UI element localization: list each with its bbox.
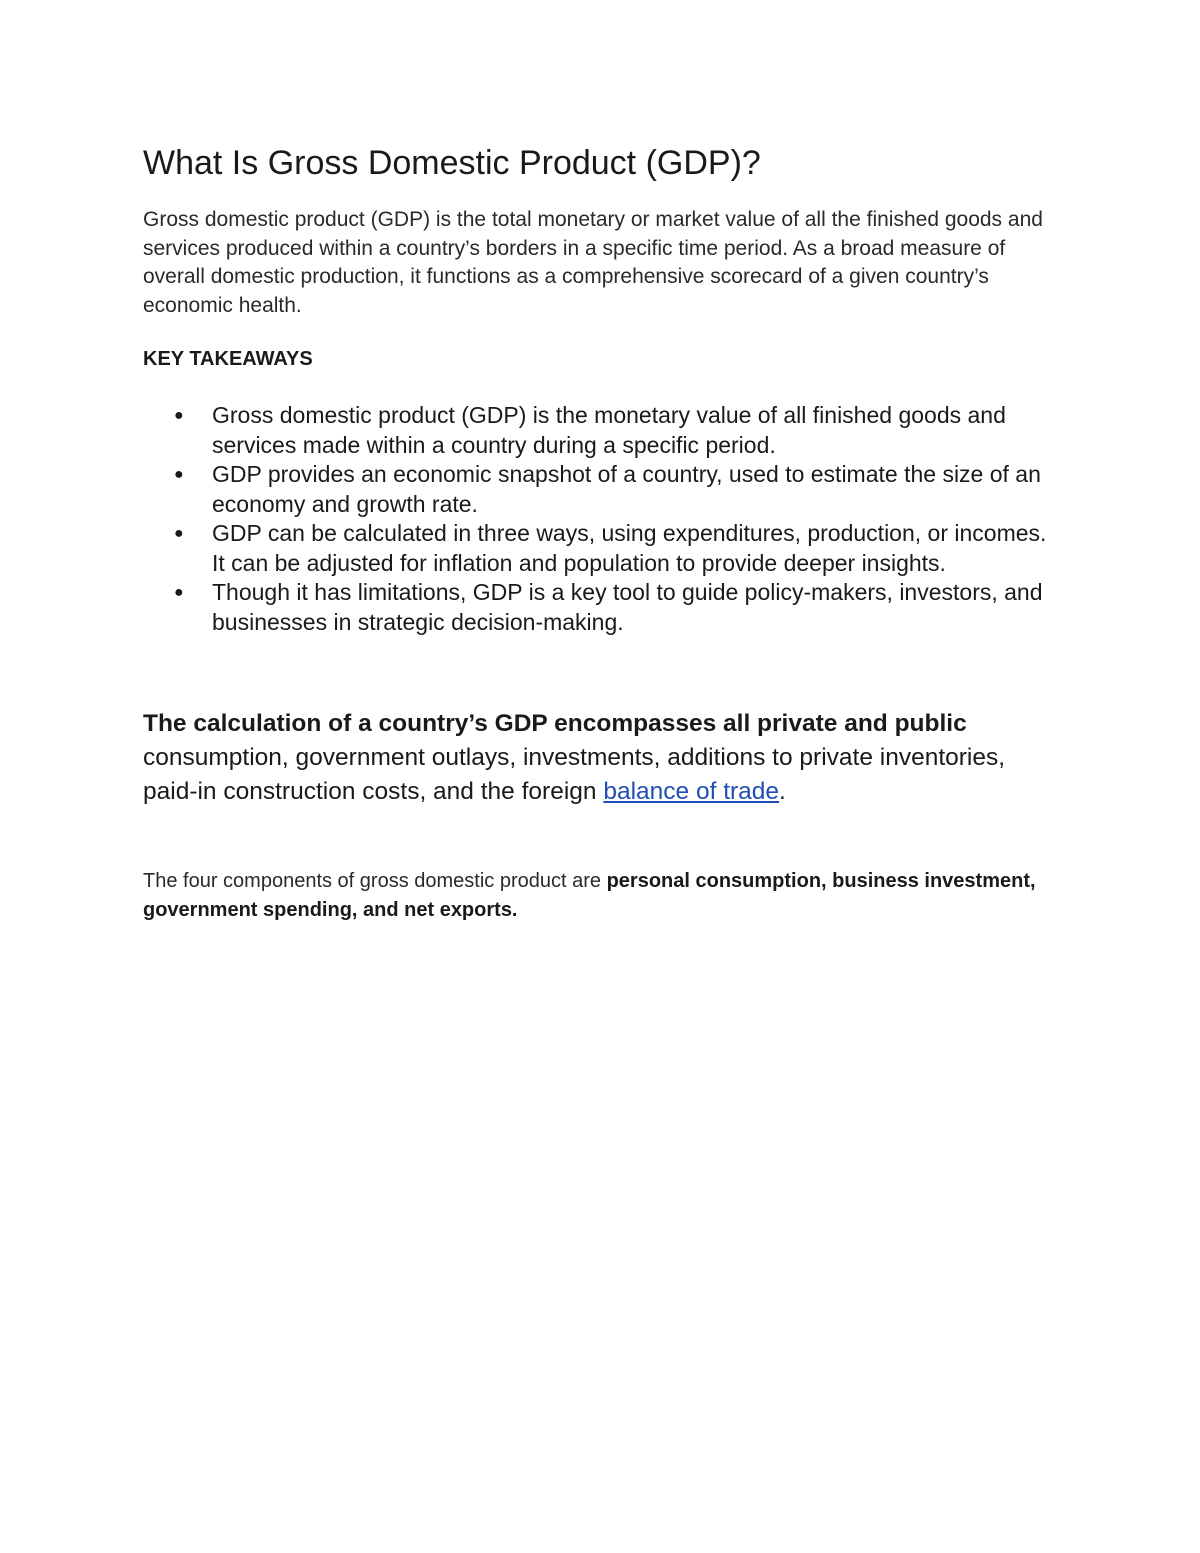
key-takeaways-list xyxy=(143,401,1058,637)
bullet-icon: ● xyxy=(174,407,184,424)
components-list: personal consumption, business investment, government spending, and net exports. xyxy=(143,870,1036,921)
list-item xyxy=(143,519,1058,578)
page-title: What Is Gross Domestic Product (GDP)? xyxy=(143,144,761,182)
components-prefix: The four components of gross domestic product are xyxy=(143,870,607,892)
intro-paragraph: Gross domestic product (GDP) is the total monetary or market value of all the finished goods and services produced within a country’s borders in a specific time period. As a broad measure of overall domestic production, it functions as a comprehensive scorecard of a given country’s economic health. xyxy=(143,208,1043,317)
key-takeaways-heading: KEY TAKEAWAYS xyxy=(143,348,313,370)
components-paragraph xyxy=(143,867,1058,925)
calculation-body: consumption, government outlays, investments, additions to private inventories, paid-in construction costs, and the foreign xyxy=(143,744,1006,805)
list-item-text: Gross domestic product (GDP) is the monetary value of all finished goods and services made within a country during a specific period. xyxy=(212,402,1006,458)
calculation-end: . xyxy=(779,778,786,805)
list-item xyxy=(143,401,1058,460)
list-item-text: Though it has limitations, GDP is a key tool to guide policy-makers, investors, and businesses in strategic decision-making. xyxy=(212,579,1043,635)
list-item xyxy=(143,578,1058,637)
bullet-icon: ● xyxy=(174,584,184,601)
calculation-paragraph xyxy=(143,707,1058,809)
list-item xyxy=(143,460,1058,519)
bullet-icon: ● xyxy=(174,466,184,483)
list-item-text: GDP provides an economic snapshot of a country, used to estimate the size of an economy and growth rate. xyxy=(212,461,1041,517)
calculation-lead: The calculation of a country’s GDP encompasses all private and public xyxy=(143,710,967,737)
list-item-text: GDP can be calculated in three ways, using expenditures, production, or incomes. It can be adjusted for inflation and population to provide deeper insights. xyxy=(212,520,1047,576)
bullet-icon: ● xyxy=(174,525,184,542)
balance-of-trade-link[interactable]: balance of trade xyxy=(603,778,780,805)
